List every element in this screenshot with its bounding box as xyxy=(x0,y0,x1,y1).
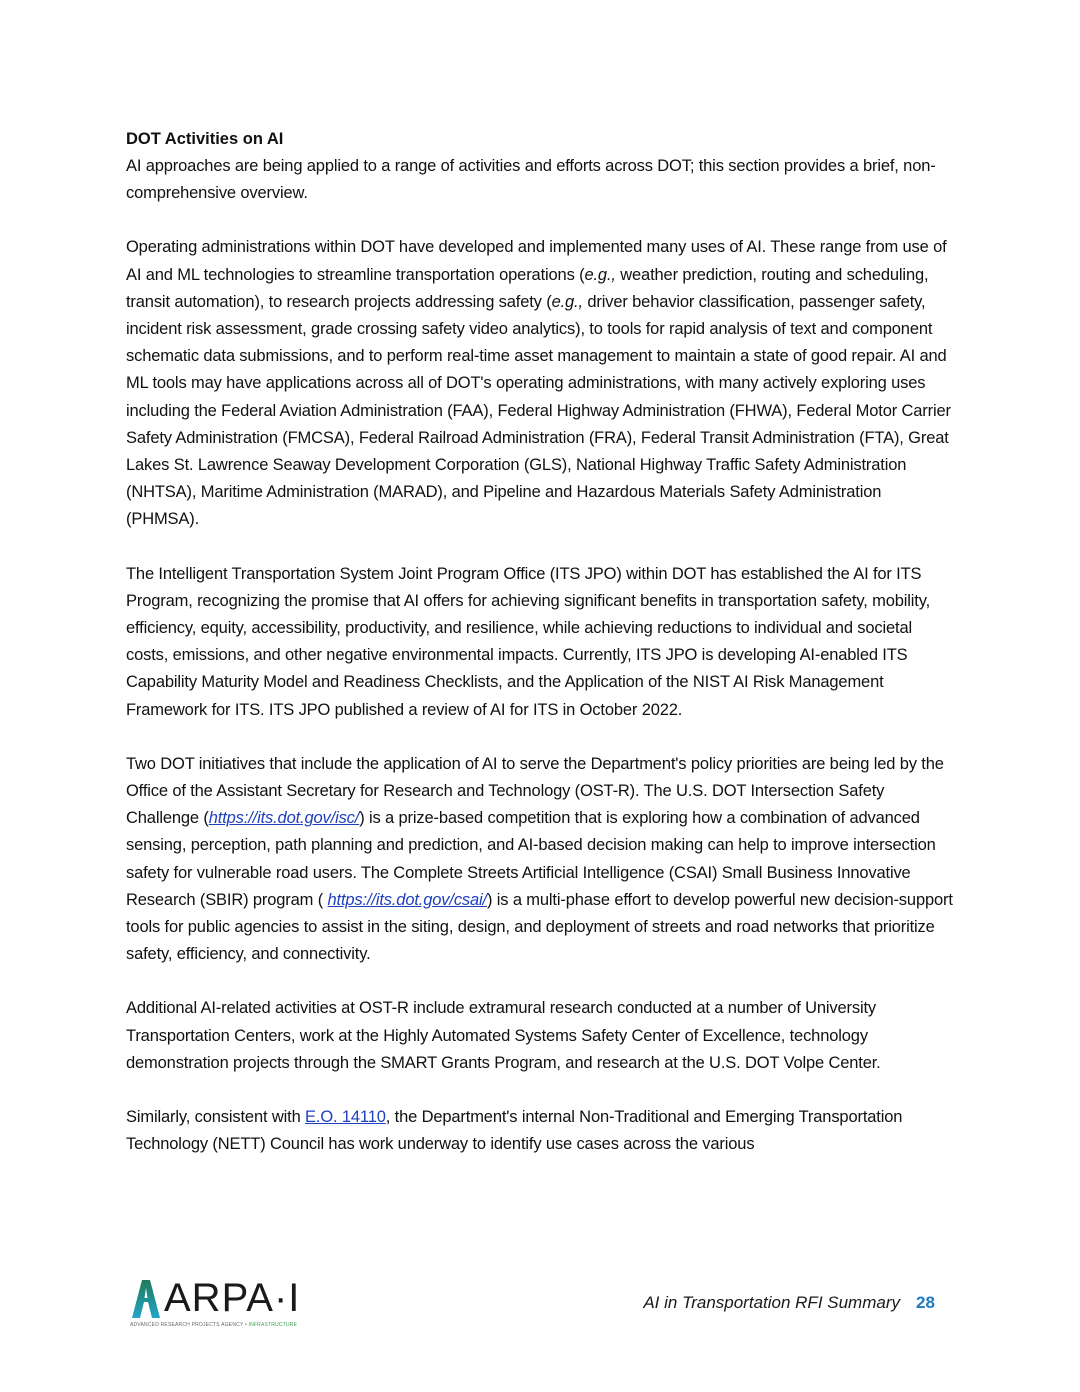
text-span: , the Department's internal Non-Traditional and Emerging Transportation Technology (NETT) Council has work underway to identify use cases across the various xyxy=(126,1108,903,1154)
page-footer xyxy=(0,1270,1080,1340)
italic-eg: e.g., xyxy=(584,265,616,284)
paragraph-nett-council xyxy=(126,1104,956,1158)
paragraph-its-jpo: The Intelligent Transportation System Joint Program Office (ITS JPO) within DOT has established the AI for ITS Program, recognizing the promise that AI offers for achieving significant benefits in transportation safety, mobility, efficiency, equity, accessibility, productivity, and resilience, while achieving reductions to individual and societal costs, emissions, and other negative environmental impacts. Currently, ITS JPO is developing AI-enabled ITS Capability Maturity Model and Readiness Checklists, and the Application of the NIST AI Risk Management Framework for ITS. ITS JPO published a review of AI for ITS in October 2022. xyxy=(126,564,931,719)
paragraph-ost-r-initiatives xyxy=(126,751,956,969)
arpa-i-logo xyxy=(130,1278,300,1334)
section-heading: DOT Activities on AI xyxy=(126,130,284,148)
isc-link[interactable]: https://its.dot.gov/isc/ xyxy=(208,809,360,828)
logo-subtitle-main: ADVANCED RESEARCH PROJECTS AGENCY • xyxy=(130,1322,249,1328)
logo-subtitle-accent: INFRASTRUCTURE xyxy=(248,1322,298,1328)
text-span: Two DOT initiatives that include the application of AI to serve the Department's policy priorities are being led by the Office of the Assistant Secretary for Research and Technology (OST-R). The U.S. DOT Intersection Safety Challenge ( xyxy=(126,754,944,828)
paragraph-additional-activities: Additional AI-related activities at OST-R include extramural research conducted at a number of University Transportation Centers, work at the Highly Automated Systems Safety Center of Excellence, technology demonstration projects through the SMART Grants Program, and research at the U.S. DOT Volpe Center. xyxy=(126,999,881,1072)
text-span: Similarly, consistent with xyxy=(126,1108,306,1127)
text-span: weather prediction, routing and scheduling, transit automation), to research projects addressing safety ( xyxy=(126,265,929,311)
paragraph-operating-administrations xyxy=(126,234,956,533)
text-span: Operating administrations within DOT have developed and implemented many uses of AI. These range from use of AI and ML technologies to streamline transportation operations ( xyxy=(126,238,947,284)
page-number: 28 xyxy=(916,1293,935,1312)
logo-subtitle xyxy=(130,1322,297,1328)
text-span: ) is a multi-phase effort to develop powerful new decision-support tools for public agencies to assist in the siting, design, and deployment of streets and road networks that prioritize safety, efficiency, and connectivity. xyxy=(126,890,953,964)
document-title: AI in Transportation RFI Summary xyxy=(643,1293,900,1312)
eo-14110-link[interactable]: E.O. 14110 xyxy=(305,1108,386,1127)
text-span: ) is a prize-based competition that is exploring how a combination of advanced sensing, perception, path planning and prediction, and AI-based decision making can help to improve intersection safety for vulnerable road users. The Complete Streets Artificial Intelligence (CSAI) Small Business Innovative Research (SBIR) program ( xyxy=(126,809,936,909)
logo-wordmark: ARPA·I xyxy=(164,1276,301,1320)
csai-link[interactable]: https://its.dot.gov/csai/ xyxy=(327,890,487,909)
page-content xyxy=(126,126,956,1186)
arpa-a-mark-icon xyxy=(132,1280,160,1318)
text-span: driver behavior classification, passenger safety, incident risk assessment, grade crossing safety video analytics), to tools for rapid analysis of text and component schematic data submissions, and to perform real-time asset management to maintain a state of good repair. AI and ML tools may have applications across all of DOT's operating administrations, with many actively exploring uses including the Federal Aviation Administration (FAA), Federal Highway Administration (FHWA), Federal Motor Carrier Safety Administration (FMCSA), Federal Railroad Administration (FRA), Federal Transit Administration (FTA), Great Lakes St. Lawrence Seaway Development Corporation (GLS), National Highway Traffic Safety Administration (NHTSA), Maritime Administration (MARAD), and Pipeline and Hazardous Materials Safety Administration (PHMSA). xyxy=(126,292,951,529)
italic-eg: e.g., xyxy=(551,292,583,311)
intro-paragraph: AI approaches are being applied to a range of activities and efforts across DOT; this section provides a brief, non-comprehensive overview. xyxy=(126,157,936,203)
